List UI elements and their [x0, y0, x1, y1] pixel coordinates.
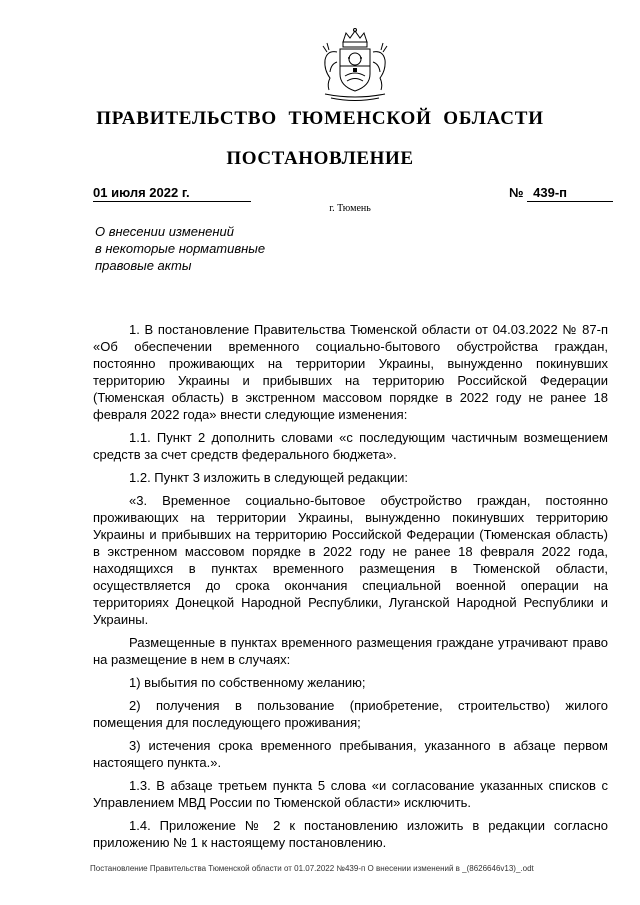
document-number: [509, 185, 613, 202]
body-paragraph: 1.4. Приложение № 2 к постановлению изложить в редакции согласно приложению № 1 к настоящему постановлению.: [93, 818, 608, 850]
subject-line: О внесении изменений: [95, 224, 234, 239]
body-paragraph: 1.2. Пункт 3 изложить в следующей редакции:: [129, 470, 409, 485]
subject-line: в некоторые нормативные: [95, 241, 266, 256]
body-paragraph: 3) истечения срока временного пребывания, указанного в абзаце первом настоящего пункта.».: [93, 738, 608, 770]
body-paragraph: 1.3. В абзаце третьем пункта 5 слова «и согласование указанных списков с Управлением МВД России по Тюменской области» исключить.: [93, 778, 608, 810]
body-paragraph: 1) выбытия по собственному желанию;: [129, 675, 366, 690]
document-date: 01 июля 2022 г.: [93, 185, 251, 202]
number-sign: №: [509, 185, 524, 200]
coat-of-arms-icon: [315, 28, 395, 104]
document-body: [93, 321, 608, 857]
body-paragraph: Размещенные в пунктах временного размещения граждане утрачивают право на размещение в нем в случаях:: [93, 635, 608, 667]
subject-line: правовые акты: [95, 258, 192, 273]
number-value: 439-п: [527, 185, 613, 202]
document-subject: [95, 223, 305, 274]
body-paragraph: «3. Временное социально-бытовое обустройство граждан, постоянно проживающих на территории Украины, вынужденно покинувших территорию Украины и прибывших на территорию Российской Федерации (Тюменская область) в экстренном массовом порядке в 2022 году не ранее 18 февраля 2022 года, находящихся в пунктах временного размещения в Тюменской области, осуществляется до срока окончания специальной военной операции на территориях Донецкой Народной Республики, Луганской Народной Республики и Украины.: [93, 493, 608, 627]
document-type: ПОСТАНОВЛЕНИЕ: [226, 148, 414, 169]
body-paragraph: 1. В постановление Правительства Тюменской области от 04.03.2022 № 87-п «Об обеспечении временного социально-бытового обустройства граждан, постоянно проживающих на территории Украины, вынужденно покинувших территорию Украины и прибывших на территорию Российской Федерации (Тюменская область) в экстренном массовом порядке в 2022 году не ранее 18 февраля 2022 года» внести следующие изменения:: [93, 322, 608, 422]
body-paragraph: 1.1. Пункт 2 дополнить словами «с последующим частичным возмещением средств за счет средств федерального бюджета».: [93, 430, 608, 462]
government-title: ПРАВИТЕЛЬСТВО ТЮМЕНСКОЙ ОБЛАСТИ: [96, 108, 544, 129]
document-footer: Постановление Правительства Тюменской области от 01.07.2022 №439-п О внесении изменений в _(8626646v13)_.odt: [90, 864, 534, 873]
city-label: г. Тюмень: [329, 203, 371, 214]
body-paragraph: 2) получения в пользование (приобретение, строительство) жилого помещения для последующего проживания;: [93, 698, 608, 730]
